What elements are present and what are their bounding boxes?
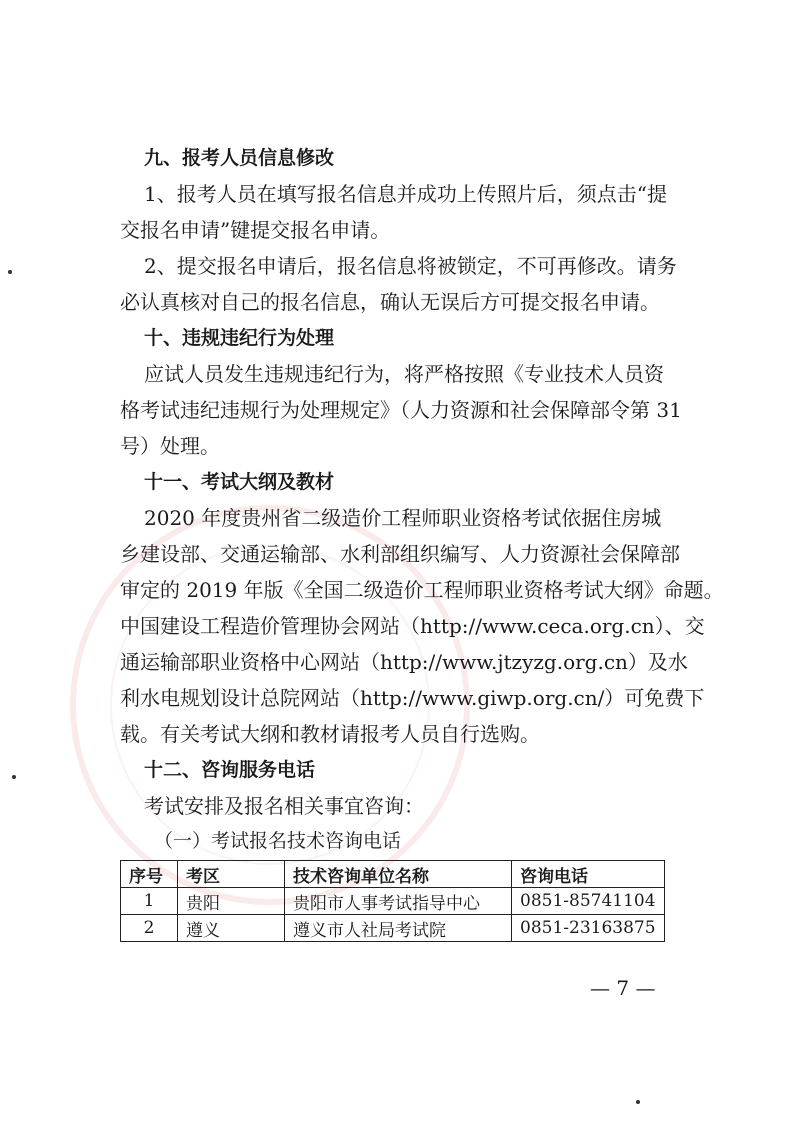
scan-speck bbox=[8, 270, 12, 274]
table-cell: 1 bbox=[121, 888, 178, 915]
page-number: — 7 — bbox=[590, 976, 656, 1000]
table-cell: 0851-23163875 bbox=[512, 915, 665, 942]
contact-table bbox=[120, 860, 665, 942]
table-cell: 遵义 bbox=[178, 915, 285, 942]
paragraph-line: 载。有关考试大纲和教材请报考人员自行选购。 bbox=[120, 722, 540, 746]
sub-heading: （一）考试报名技术咨询电话 bbox=[154, 830, 402, 852]
paragraph-line: 2、提交报名申请后，报名信息将被锁定，不可再修改。请务 bbox=[144, 254, 677, 278]
paragraph-line: 格考试违纪违规行为处理规定》（人力资源和社会保障部令第 31 bbox=[120, 398, 682, 422]
paragraph-line: 中国建设工程造价管理协会网站（http://www.ceca.org.cn）、交 bbox=[120, 614, 705, 638]
paragraph-line: 应试人员发生违规违纪行为，将严格按照《专业技术人员资 bbox=[144, 362, 664, 386]
section-heading-10: 十、违规违纪行为处理 bbox=[144, 327, 335, 349]
paragraph-line: 利水电规划设计总院网站（http://www.giwp.org.cn/）可免费下 bbox=[120, 686, 705, 710]
paragraph-line: 号）处理。 bbox=[120, 434, 220, 458]
paragraph-line: 考试安排及报名相关事宜咨询： bbox=[144, 794, 424, 818]
scan-speck bbox=[636, 1100, 640, 1104]
header-cell: 咨询电话 bbox=[512, 861, 665, 888]
table-header-row bbox=[121, 861, 665, 888]
paragraph-line: 交报名申请”键提交报名申请。 bbox=[120, 218, 391, 242]
header-cell: 考区 bbox=[178, 861, 285, 888]
table-cell: 2 bbox=[121, 915, 178, 942]
paragraph-line: 审定的 2019 年版《全国二级造价工程师职业资格考试大纲》命题。 bbox=[120, 578, 724, 602]
table-cell: 0851-85741104 bbox=[512, 888, 665, 915]
paragraph-line: 必认真核对自己的报名信息，确认无误后方可提交报名申请。 bbox=[120, 290, 660, 314]
contact-table-wrapper bbox=[120, 860, 665, 942]
table-row bbox=[121, 915, 665, 942]
paragraph-line: 1、报考人员在填写报名信息并成功上传照片后，须点击“提 bbox=[144, 182, 667, 206]
table-cell: 贵阳市人事考试指导中心 bbox=[285, 888, 512, 915]
section-heading-12: 十二、咨询服务电话 bbox=[144, 759, 316, 781]
section-heading-9: 九、报考人员信息修改 bbox=[144, 147, 335, 169]
paragraph-line: 乡建设部、交通运输部、水利部组织编写、人力资源社会保障部 bbox=[120, 542, 680, 566]
table-cell: 遵义市人社局考试院 bbox=[285, 915, 512, 942]
table-row bbox=[121, 888, 665, 915]
header-cell: 序号 bbox=[121, 861, 178, 888]
paragraph-line: 2020 年度贵州省二级造价工程师职业资格考试依据住房城 bbox=[144, 506, 662, 530]
section-heading-11: 十一、考试大纲及教材 bbox=[144, 471, 335, 493]
scan-speck bbox=[12, 775, 16, 779]
paragraph-line: 通运输部职业资格中心网站（http://www.jtzyzg.org.cn）及水 bbox=[120, 650, 688, 674]
header-cell: 技术咨询单位名称 bbox=[285, 861, 512, 888]
table-cell: 贵阳 bbox=[178, 888, 285, 915]
document-body bbox=[120, 140, 724, 858]
